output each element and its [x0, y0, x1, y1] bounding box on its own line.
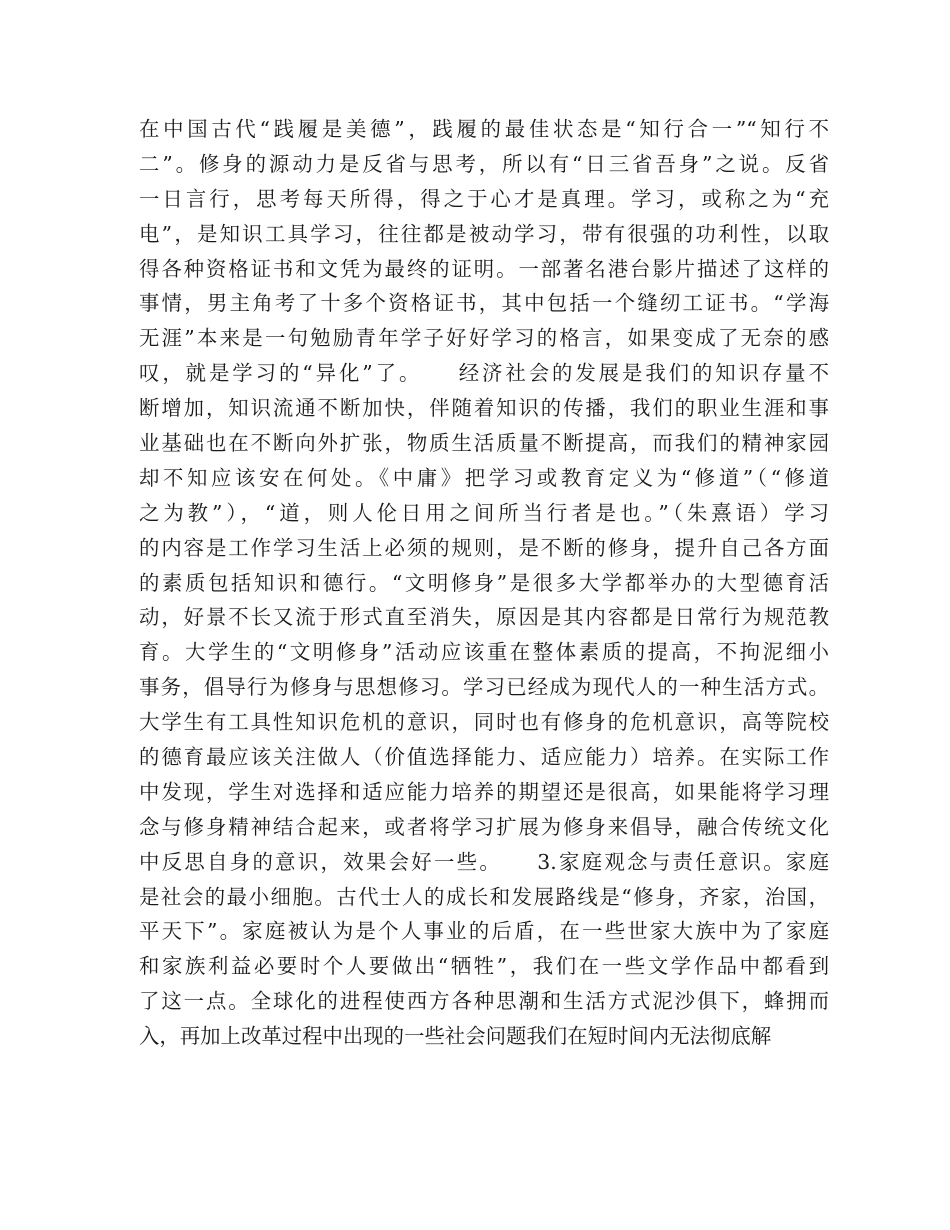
text-line: 电”，是知识工具学习，往往都是被动学习，带有很强的功利性，以取 — [139, 221, 829, 246]
text-line: 中发现，学生对选择和适应能力培养的期望还是很高，如果能将学习理 — [139, 779, 829, 804]
text-line: 了这一点。全球化的进程使西方各种思潮和生活方式泥沙俱下，蜂拥而 — [139, 989, 829, 1014]
text-line: 事情，男主角考了十多个资格证书，其中包括一个缝纫工证书。“学海 — [139, 291, 829, 316]
text-line: 之为教”），“道，则人伦日用之间所当行者是也。”（朱熹语）学习 — [139, 500, 829, 525]
text-line: 事务，倡导行为修身与思想修习。学习已经成为现代人的一种生活方式。 — [139, 675, 829, 700]
text-line: 无涯”本来是一句勉励青年学子好好学习的格言，如果变成了无奈的感 — [139, 326, 829, 351]
text-line: 平天下”。家庭被认为是个人事业的后盾，在一些世家大族中为了家庭 — [139, 919, 829, 944]
text-line: 育。大学生的“文明修身”活动应该重在整体素质的提高，不拘泥细小 — [139, 640, 829, 665]
text-line: 业基础也在不断向外扩张，物质生活质量不断提高，而我们的精神家园 — [139, 431, 829, 456]
text-line: 叹，就是学习的“异化”了。 经济社会的发展是我们的知识存量不 — [139, 361, 829, 386]
text-line: 中反思自身的意识，效果会好一些。 3.家庭观念与责任意识。家庭 — [139, 849, 829, 874]
text-line: 二”。修身的源动力是反省与思考，所以有“日三省吾身”之说。反省 — [139, 151, 829, 176]
body-text — [139, 112, 829, 1054]
text-line: 得各种资格证书和文凭为最终的证明。一部著名港台影片描述了这样的 — [139, 256, 829, 281]
text-line: 动，好景不长又流于形式直至消失，原因是其内容都是日常行为规范教 — [139, 605, 829, 630]
text-line: 一日言行，思考每天所得，得之于心才是真理。学习，或称之为“充 — [139, 186, 829, 211]
text-line: 在中国古代“践履是美德”，践履的最佳状态是“知行合一”“知行不 — [139, 117, 829, 141]
text-line: 的素质包括知识和德行。“文明修身”是很多大学都举办的大型德育活 — [139, 570, 829, 595]
text-line: 和家族利益必要时个人要做出“牺牲”，我们在一些文学作品中都看到 — [139, 954, 829, 979]
text-line: 的内容是工作学习生活上必须的规则，是不断的修身，提升自己各方面 — [139, 535, 829, 560]
text-line: 却不知应该安在何处。《中庸》把学习或教育定义为“修道”（“修道 — [139, 465, 829, 490]
text-line: 大学生有工具性知识危机的意识，同时也有修身的危机意识，高等院校 — [139, 710, 829, 735]
text-line: 入，再加上改革过程中出现的一些社会问题我们在短时间内无法彻底解 — [139, 1024, 772, 1049]
text-line: 是社会的最小细胞。古代士人的成长和发展路线是“修身，齐家，治国， — [139, 884, 829, 909]
text-line: 的德育最应该关注做人（价值选择能力、适应能力）培养。在实际工作 — [139, 745, 829, 770]
text-line: 断增加，知识流通不断加快，伴随着知识的传播，我们的职业生涯和事 — [139, 396, 829, 421]
text-line: 念与修身精神结合起来，或者将学习扩展为修身来倡导，融合传统文化 — [139, 814, 829, 839]
